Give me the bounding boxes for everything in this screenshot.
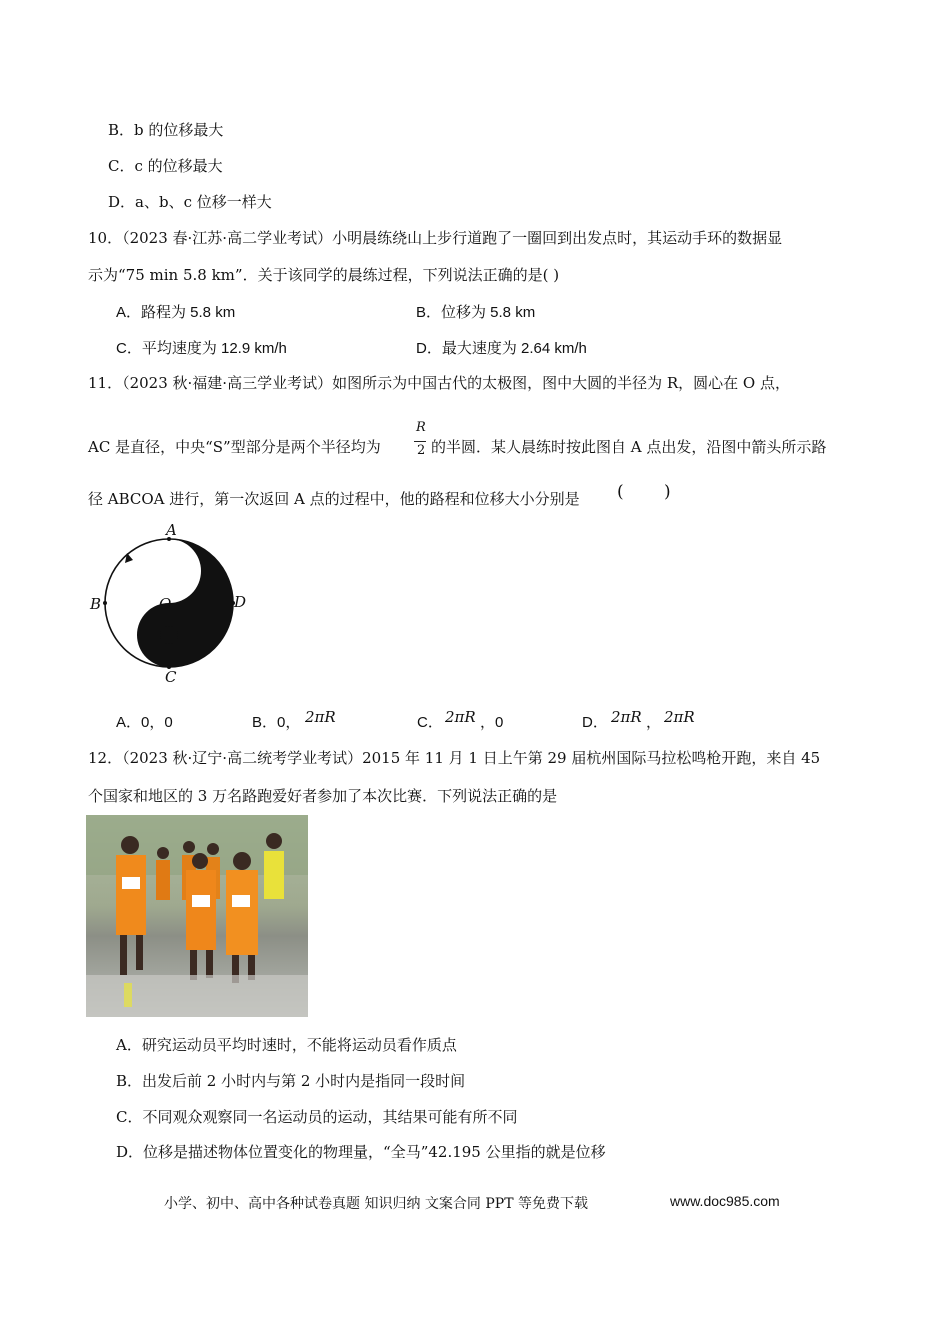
q12-option-c: C．不同观众观察同一名运动员的运动，其结果可能有所不同 [116,1108,518,1126]
marathon-runners-photo [86,815,308,1017]
q9-option-c: C．c 的位移最大 [108,157,223,175]
q12-stem-line1: 12．（2023 秋·辽宁·高二统考学业考试）2015 年 11 月 1 日上午第 29 届杭州国际马拉松鸣枪开跑，来自 45 [88,749,821,767]
q11-option-a: A．0，0 [116,714,173,731]
q11-option-c-tail: ，0 [480,714,504,731]
q12-stem-line2: 个国家和地区的 3 万名路跑爱好者参加了本次比赛．下列说法正确的是 [88,787,558,805]
q12-option-d: D．位移是描述物体位置变化的物理量，“全马”42.195 公里指的就是位移 [116,1143,606,1161]
label-b: B [90,595,102,613]
q11-option-c-label: C． [417,714,443,731]
taiji-black-dot [160,626,178,644]
label-d: D [234,593,247,611]
q10-stem-line1: 10．（2023 春·江苏·高二学业考试）小明晨练绕山上步行道跑了一圈回到出发点时，其运动手环的数据显 [88,229,783,247]
q9-option-b: B．b 的位移最大 [108,121,224,139]
q12-option-a: A．研究运动员平均时速时，不能将运动员看作质点 [116,1036,457,1054]
point-b [103,601,107,605]
q11-option-b-label: B．0， [252,714,301,731]
q10-stem-line2: 示为“75 min 5.8 km”．关于该同学的晨练过程，下列说法正确的是( ) [88,266,560,284]
q11-option-d-separator: ， [646,713,662,731]
q11-stem-line2a: AC 是直径，中央“S”型部分是两个半径均为 [88,438,381,456]
q12-option-b: B．出发后前 2 小时内与第 2 小时内是指同一段时间 [116,1072,466,1090]
taiji-white-dot [160,562,178,580]
label-o: O [159,595,172,613]
footer-url[interactable]: www.doc985.com [670,1193,780,1209]
q11-option-b-value: 2πR [305,708,336,726]
q10-option-b: B．位移为 5.8 km [416,304,536,321]
q10-option-a: A．路程为 5.8 km [116,304,236,321]
q9-option-d: D．a、b、c 位移一样大 [108,193,272,211]
q11-stem-line2b: 的半圆．某人晨练时按此图自 A 点出发，沿图中箭头所示路 [431,438,827,456]
q11-option-d-value1: 2πR [611,708,642,726]
fraction-bar [414,441,426,442]
q10-option-d: D．最大速度为 2.64 km/h [416,340,587,357]
taiji-diagram [85,518,285,688]
q11-option-d-label: D． [582,714,608,731]
fraction-denominator: 2 [417,443,426,458]
fraction-numerator: R [416,420,426,435]
q11-option-d-value2: 2πR [664,708,695,726]
q11-stem-line1: 11．（2023 秋·福建·高三学业考试）如图所示为中国古代的太极图，图中大圆的半径为 R，圆心在 O 点， [88,374,790,392]
q10-option-c: C．平均速度为 12.9 km/h [116,340,287,357]
label-c: C [165,668,177,686]
footer-text: 小学、初中、高中各种试卷真题 知识归纳 文案合同 PPT 等免费下载 [164,1196,588,1212]
answer-paren-open: ( [617,482,624,502]
q11-stem-line3: 径 ABCOA 进行，第一次返回 A 点的过程中，他的路程和位移大小分别是 [88,490,580,508]
answer-paren-close: ) [664,482,671,502]
label-a: A [166,521,177,539]
q11-option-c-value: 2πR [445,708,476,726]
